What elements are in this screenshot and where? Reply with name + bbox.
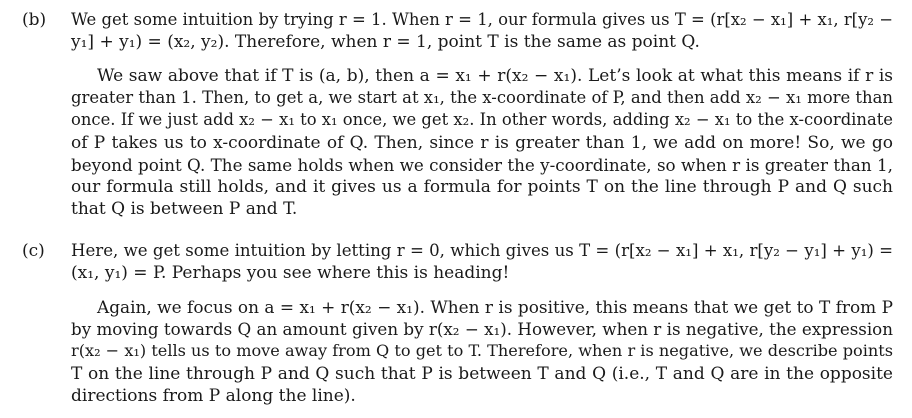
part-c-label: (c) (22, 241, 45, 261)
text-line: of P takes us to x-coordinate of Q. Then, since r is greater than 1, we add on more! So, we go (71, 132, 893, 153)
part-c-paragraph-1 (71, 240, 893, 284)
part-b-label: (b) (22, 10, 47, 30)
part-c-paragraph-2 (71, 296, 893, 407)
text-line: once. If we just add x₂ − x₁ to x₁ once, we get x₂. In other words, adding x₂ − x₁ to the x-coordinate (71, 110, 893, 130)
text-line: directions from P along the line). (71, 385, 356, 406)
text-line: by moving towards Q an amount given by r(x₂ − x₁). However, when r is negative, the expression (71, 319, 893, 340)
text-line: (x₁, y₁) = P. Perhaps you see where this is heading! (71, 263, 510, 284)
text-line: beyond point Q. The same holds when we consider the y-coordinate, so when r is greater than 1, (71, 154, 893, 175)
text-line: We get some intuition by trying r = 1. When r = 1, our formula gives us T = (r[x₂ − x₁] + x₁, r[y₂ − (71, 10, 893, 29)
text-line: r(x₂ − x₁) tells us to move away from Q to get to T. Therefore, when r is negative, we describe points (71, 341, 893, 361)
text-line: Here, we get some intuition by letting r = 0, which gives us T = (r[x₂ − x₁] + x₁, r[y₂ − y₁] + y₁) = (71, 241, 893, 260)
text-line: greater than 1. Then, to get a, we start at x₁, the x-coordinate of P, and then add x₂ − x₁ more than (71, 88, 893, 108)
part-b-paragraph-1 (71, 9, 893, 53)
part-b-paragraph-2 (71, 65, 893, 220)
text-line: our formula still holds, and it gives us a formula for points T on the line through P and Q such (71, 177, 893, 198)
text-line: T on the line through P and Q such that P is between T and Q (i.e., T and Q are in the opposite (71, 363, 893, 384)
text-line: y₁] + y₁) = (x₂, y₂). Therefore, when r = 1, point T is the same as point Q. (71, 32, 700, 53)
text-line: Again, we focus on a = x₁ + r(x₂ − x₁). When r is positive, this means that we get to T from P (97, 297, 893, 317)
text-line: We saw above that if T is (a, b), then a = x₁ + r(x₂ − x₁). Let’s look at what this means if r is (97, 66, 893, 86)
text-line: that Q is between P and T. (71, 199, 298, 220)
